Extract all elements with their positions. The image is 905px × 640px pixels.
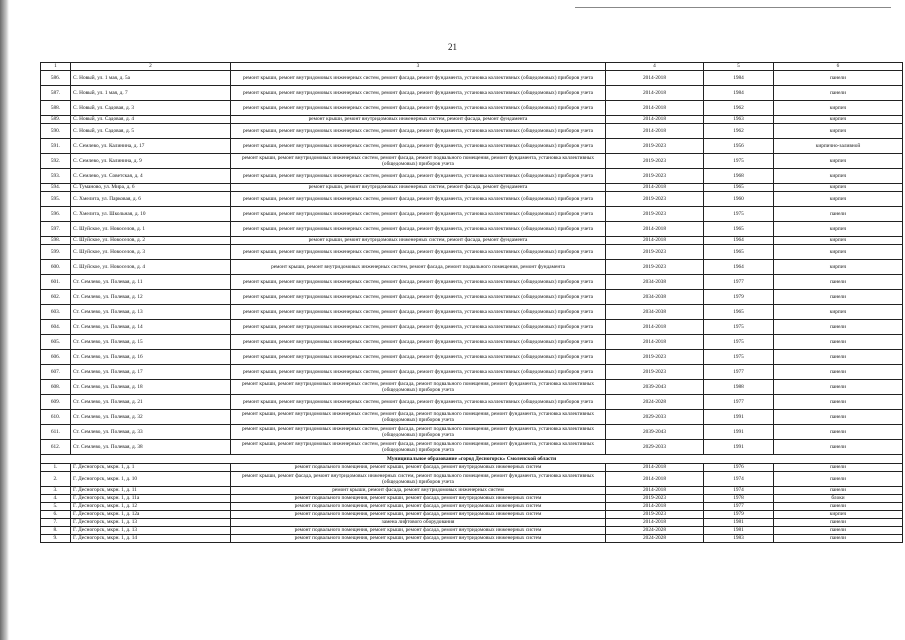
row-number: 606.	[41, 350, 71, 365]
row-number: 1.	[41, 464, 71, 472]
year-cell: 1964	[704, 260, 774, 275]
works-cell: ремонт подвального помещения, ремонт крыши, ремонт фасада, ремонт внутридомовых инженерных систем	[231, 527, 606, 535]
period-cell: 2019-2023	[606, 495, 704, 503]
year-cell: 1974	[704, 472, 774, 487]
row-number: 588.	[41, 101, 71, 116]
year-cell: 1968	[704, 169, 774, 184]
year-cell: 1974	[704, 487, 774, 495]
scan-top-line	[575, 7, 891, 8]
table-row	[41, 101, 903, 116]
address-cell: С. Шуйское, ул. Новоселов, д. 3	[71, 245, 231, 260]
wall-material-cell: панели	[774, 86, 903, 101]
wall-material-cell: кирпич	[774, 237, 903, 245]
table-row	[41, 395, 903, 410]
row-number: 590.	[41, 124, 71, 139]
table-row	[41, 410, 903, 425]
address-cell: Г. Десногорск, мкрн. 1, д. 13	[71, 527, 231, 535]
wall-material-cell: кирпич	[774, 116, 903, 124]
table-row	[41, 425, 903, 440]
table-row	[41, 320, 903, 335]
row-number: 594.	[41, 184, 71, 192]
table-row	[41, 237, 903, 245]
row-number: 605.	[41, 335, 71, 350]
row-number: 602.	[41, 290, 71, 305]
wall-material-cell: панели	[774, 71, 903, 86]
repair-program-table	[40, 62, 903, 543]
wall-material-cell: панели	[774, 472, 903, 487]
row-number: 598.	[41, 237, 71, 245]
period-cell: 2014-2018	[606, 503, 704, 511]
row-number: 8.	[41, 527, 71, 535]
row-number: 603.	[41, 305, 71, 320]
period-cell: 2019-2023	[606, 207, 704, 222]
works-cell: ремонт крыши, ремонт внутридомовых инженерных систем, ремонт фасада, ремонт фундамента, установка коллективных (общедомовых) приборов учета	[231, 192, 606, 207]
wall-material-cell: блоки	[774, 495, 903, 503]
wall-material-cell: кирпич	[774, 192, 903, 207]
table-row	[41, 503, 903, 511]
year-cell: 1978	[704, 495, 774, 503]
works-cell: ремонт подвального помещения, ремонт крыши, ремонт фасада, ремонт внутридомовых инженерных систем	[231, 503, 606, 511]
address-cell: С. Хмелита, ул. Школьная, д. 10	[71, 207, 231, 222]
works-cell: ремонт крыши, ремонт фасада, ремонт внутридомовых инженерных систем, ремонт подвального помещения, ремонт фундамента, установка коллективных (общедомовых) приборов учета	[231, 472, 606, 487]
row-number: 600.	[41, 260, 71, 275]
period-cell: 2029-2033	[606, 410, 704, 425]
wall-material-cell: кирпич	[774, 245, 903, 260]
address-cell: Г. Десногорск, мкрн. 1, д. 12а	[71, 511, 231, 519]
address-cell: С. Хмелита, ул. Парковая, д. 6	[71, 192, 231, 207]
row-number: 5.	[41, 503, 71, 511]
table-row	[41, 472, 903, 487]
table-row	[41, 222, 903, 237]
address-cell: С. Шуйское, ул. Новоселов, д. 4	[71, 260, 231, 275]
period-cell: 2014-2018	[606, 237, 704, 245]
wall-material-cell: панели	[774, 410, 903, 425]
period-cell: 2019-2023	[606, 139, 704, 154]
wall-material-cell: панели	[774, 365, 903, 380]
row-number: 611.	[41, 425, 71, 440]
works-cell: ремонт крыши, ремонт внутридомовых инженерных систем, ремонт фасада, ремонт фундамента, установка коллективных (общедомовых) приборов учета	[231, 320, 606, 335]
year-cell: 1977	[704, 395, 774, 410]
wall-material-cell: панели	[774, 535, 903, 543]
table-row	[41, 535, 903, 543]
row-number: 612.	[41, 440, 71, 455]
table-row	[41, 86, 903, 101]
wall-material-cell: панели	[774, 425, 903, 440]
works-cell: ремонт крыши, ремонт внутридомовых инженерных систем, ремонт фасада, ремонт фундамента, установка коллективных (общедомовых) приборов учета	[231, 207, 606, 222]
address-cell: С. Семлево, ул. Калинина, д. 17	[71, 139, 231, 154]
address-cell: Ст. Семлево, ул. Полевая, д. 32	[71, 410, 231, 425]
address-cell: С. Новый, ул. 1 мая, д. 7	[71, 86, 231, 101]
address-cell: Ст. Семлево, ул. Полевая, д. 11	[71, 275, 231, 290]
address-cell: С. Новый, ул. Садовая, д. 5	[71, 124, 231, 139]
period-cell: 2024-2028	[606, 535, 704, 543]
year-cell: 1965	[704, 222, 774, 237]
address-cell: Ст. Семлево, ул. Полевая, д. 33	[71, 425, 231, 440]
works-cell: ремонт крыши, ремонт внутридомовых инженерных систем, ремонт фасада, ремонт фундамента, установка коллективных (общедомовых) приборов учета	[231, 335, 606, 350]
works-cell: ремонт крыши, ремонт внутридомовых инженерных систем, ремонт фасада, ремонт подвального помещения, ремонт фундамента	[231, 260, 606, 275]
works-cell: ремонт крыши, ремонт внутридомовых инженерных систем, ремонт фасада, ремонт подвального помещения, ремонт фундамента, установка коллективных (общедомовых) приборов учета	[231, 154, 606, 169]
period-cell: 2019-2023	[606, 245, 704, 260]
year-cell: 1991	[704, 410, 774, 425]
address-cell: Ст. Семлево, ул. Полевая, д. 14	[71, 320, 231, 335]
address-cell: С. Новый, ул. Садовая, д. 4	[71, 116, 231, 124]
table-row	[41, 154, 903, 169]
header-cell: 5	[704, 63, 774, 71]
header-cell: 2	[71, 63, 231, 71]
year-cell: 1962	[704, 101, 774, 116]
wall-material-cell: панели	[774, 290, 903, 305]
address-cell: С. Семлево, ул. Калинина, д. 9	[71, 154, 231, 169]
period-cell: 2019-2023	[606, 350, 704, 365]
table-row	[41, 260, 903, 275]
period-cell: 2039-2043	[606, 425, 704, 440]
period-cell: 2014-2018	[606, 184, 704, 192]
period-cell: 2034-2038	[606, 275, 704, 290]
period-cell: 2019-2023	[606, 260, 704, 275]
address-cell: Ст. Семлево, ул. Полевая, д. 18	[71, 380, 231, 395]
year-cell: 1981	[704, 519, 774, 527]
year-cell: 1984	[704, 71, 774, 86]
wall-material-cell: панели	[774, 380, 903, 395]
table-header-row	[41, 63, 903, 71]
works-cell: ремонт крыши, ремонт внутридомовых инженерных систем, ремонт фасада, ремонт подвального помещения, ремонт фундамента, установка коллективных (общедомовых) приборов учета	[231, 380, 606, 395]
period-cell: 2014-2018	[606, 335, 704, 350]
works-cell: ремонт подвального помещения, ремонт крыши, ремонт фасада, ремонт внутридомовых инженерных систем	[231, 511, 606, 519]
table-row	[41, 519, 903, 527]
wall-material-cell: панели	[774, 527, 903, 535]
period-cell: 2029-2033	[606, 440, 704, 455]
wall-material-cell: панели	[774, 320, 903, 335]
wall-material-cell: панели	[774, 440, 903, 455]
address-cell: С. Шуйское, ул. Новоселов, д. 1	[71, 222, 231, 237]
works-cell: ремонт крыши, ремонт внутридомовых инженерных систем, ремонт фасада, ремонт фундамента, установка коллективных (общедомовых) приборов учета	[231, 290, 606, 305]
works-cell: ремонт крыши, ремонт внутридомовых инженерных систем, ремонт фасада, ремонт фундамента, установка коллективных (общедомовых) приборов учета	[231, 169, 606, 184]
table-row	[41, 124, 903, 139]
period-cell: 2019-2023	[606, 169, 704, 184]
year-cell: 1979	[704, 290, 774, 305]
wall-material-cell: панели	[774, 207, 903, 222]
page-number: 21	[448, 42, 457, 52]
period-cell: 2024-2028	[606, 527, 704, 535]
table-row	[41, 169, 903, 184]
works-cell: ремонт крыши, ремонт внутридомовых инженерных систем, ремонт фасада, ремонт фундамента, установка коллективных (общедомовых) приборов учета	[231, 395, 606, 410]
period-cell: 2014-2018	[606, 320, 704, 335]
row-number: 609.	[41, 395, 71, 410]
table-row	[41, 365, 903, 380]
row-number: 593.	[41, 169, 71, 184]
wall-material-cell: кирпич	[774, 169, 903, 184]
year-cell: 1988	[704, 380, 774, 395]
row-number: 597.	[41, 222, 71, 237]
year-cell: 1962	[704, 124, 774, 139]
works-cell: ремонт крыши, ремонт внутридомовых инженерных систем, ремонт фасада, ремонт фундамента, установка коллективных (общедомовых) приборов учета	[231, 139, 606, 154]
address-cell: Г. Десногорск, мкрн. 1, д. 10	[71, 472, 231, 487]
row-number: 591.	[41, 139, 71, 154]
period-cell: 2039-2043	[606, 380, 704, 395]
period-cell: 2014-2018	[606, 116, 704, 124]
table-row	[41, 275, 903, 290]
address-cell: Ст. Семлево, ул. Полевая, д. 38	[71, 440, 231, 455]
works-cell: ремонт крыши, ремонт внутридомовых инженерных систем, ремонт фасада, ремонт фундамента	[231, 116, 606, 124]
works-cell: ремонт крыши, ремонт внутридомовых инженерных систем, ремонт фасада, ремонт фундамента, установка коллективных (общедомовых) приборов учета	[231, 365, 606, 380]
table-row	[41, 245, 903, 260]
wall-material-cell: кирпич	[774, 154, 903, 169]
period-cell: 2014-2018	[606, 101, 704, 116]
table-row	[41, 184, 903, 192]
year-cell: 1977	[704, 503, 774, 511]
works-cell: ремонт крыши, ремонт внутридомовых инженерных систем, ремонт фасада, ремонт фундамента, установка коллективных (общедомовых) приборов учета	[231, 71, 606, 86]
address-cell: Ст. Семлево, ул. Полевая, д. 12	[71, 290, 231, 305]
year-cell: 1977	[704, 365, 774, 380]
year-cell: 1991	[704, 440, 774, 455]
wall-material-cell: панели	[774, 275, 903, 290]
period-cell: 2014-2018	[606, 86, 704, 101]
table-row	[41, 71, 903, 86]
period-cell: 2014-2018	[606, 222, 704, 237]
period-cell: 2014-2018	[606, 71, 704, 86]
row-number: 604.	[41, 320, 71, 335]
address-cell: С. Шуйское, ул. Новоселов, д. 2	[71, 237, 231, 245]
wall-material-cell: панели	[774, 350, 903, 365]
table-row	[41, 139, 903, 154]
table-row	[41, 305, 903, 320]
row-number: 587.	[41, 86, 71, 101]
address-cell: Ст. Семлево, ул. Полевая, д. 16	[71, 350, 231, 365]
row-number: 9.	[41, 535, 71, 543]
table-row	[41, 116, 903, 124]
wall-material-cell: кирпич	[774, 124, 903, 139]
table-row	[41, 335, 903, 350]
year-cell: 1956	[704, 139, 774, 154]
table-row	[41, 440, 903, 455]
header-cell: 6	[774, 63, 903, 71]
year-cell: 1965	[704, 184, 774, 192]
wall-material-cell: панели	[774, 395, 903, 410]
period-cell: 2014-2018	[606, 464, 704, 472]
works-cell: ремонт крыши, ремонт внутридомовых инженерных систем, ремонт фасада, ремонт фундамента, установка коллективных (общедомовых) приборов учета	[231, 101, 606, 116]
wall-material-cell: кирпич	[774, 101, 903, 116]
works-cell: ремонт крыши, ремонт внутридомовых инженерных систем, ремонт фасада, ремонт фундамента, установка коллективных (общедомовых) приборов учета	[231, 245, 606, 260]
address-cell: Г. Десногорск, мкрн. 1, д. 11	[71, 487, 231, 495]
table-row	[41, 290, 903, 305]
row-number: 607.	[41, 365, 71, 380]
row-number: 608.	[41, 380, 71, 395]
period-cell: 2014-2018	[606, 472, 704, 487]
address-cell: Г. Десногорск, мкрн. 1, д. 1	[71, 464, 231, 472]
year-cell: 1960	[704, 192, 774, 207]
row-number: 601.	[41, 275, 71, 290]
address-cell: С. Семлево, ул. Советская, д. 4	[71, 169, 231, 184]
section-title: Муниципальное образование «город Десногорск» Смоленской области	[41, 455, 903, 464]
year-cell: 1976	[704, 464, 774, 472]
row-number: 595.	[41, 192, 71, 207]
works-cell: ремонт подвального помещения, ремонт крыши, ремонт фасада, ремонт внутридомовых инженерных систем	[231, 535, 606, 543]
period-cell: 2019-2023	[606, 511, 704, 519]
year-cell: 1965	[704, 245, 774, 260]
year-cell: 1965	[704, 305, 774, 320]
wall-material-cell: кирпич	[774, 305, 903, 320]
header-cell: 1	[41, 63, 71, 71]
table-row	[41, 495, 903, 503]
address-cell: Г. Десногорск, мкрн. 1, д. 13	[71, 519, 231, 527]
period-cell: 2019-2023	[606, 154, 704, 169]
works-cell: ремонт крыши, ремонт фасада, ремонт внутридомовых инженерных систем	[231, 487, 606, 495]
year-cell: 1979	[704, 511, 774, 519]
works-cell: ремонт подвального помещения, ремонт крыши, ремонт фасада, ремонт внутридомовых инженерных систем	[231, 464, 606, 472]
works-cell: ремонт крыши, ремонт внутридомовых инженерных систем, ремонт фасада, ремонт фундамента, установка коллективных (общедомовых) приборов учета	[231, 305, 606, 320]
period-cell: 2019-2023	[606, 192, 704, 207]
table-row	[41, 527, 903, 535]
table-row	[41, 511, 903, 519]
year-cell: 1975	[704, 320, 774, 335]
works-cell: замена лифтового оборудования	[231, 519, 606, 527]
works-cell: ремонт крыши, ремонт внутридомовых инженерных систем, ремонт фасада, ремонт фундамента, установка коллективных (общедомовых) приборов учета	[231, 275, 606, 290]
wall-material-cell: кирпич	[774, 222, 903, 237]
year-cell: 1984	[704, 86, 774, 101]
wall-material-cell: кирпич	[774, 260, 903, 275]
works-cell: ремонт крыши, ремонт внутридомовых инженерных систем, ремонт фасада, ремонт фундамента, установка коллективных (общедомовых) приборов учета	[231, 222, 606, 237]
address-cell: Ст. Семлево, ул. Полевая, д. 13	[71, 305, 231, 320]
address-cell: С. Тумановo, ул. Мира, д. 6	[71, 184, 231, 192]
row-number: 3.	[41, 487, 71, 495]
year-cell: 1975	[704, 207, 774, 222]
year-cell: 1975	[704, 350, 774, 365]
table-row	[41, 192, 903, 207]
table-row	[41, 207, 903, 222]
address-cell: Ст. Семлево, ул. Полевая, д. 21	[71, 395, 231, 410]
address-cell: Г. Десногорск, мкрн. 1, д. 12	[71, 503, 231, 511]
period-cell: 2014-2018	[606, 487, 704, 495]
works-cell: ремонт крыши, ремонт внутридомовых инженерных систем, ремонт фасада, ремонт фундамента	[231, 237, 606, 245]
period-cell: 2014-2018	[606, 124, 704, 139]
works-cell: ремонт крыши, ремонт внутридомовых инженерных систем, ремонт фасада, ремонт подвального помещения, ремонт фундамента, установка коллективных (общедомовых) приборов учета	[231, 440, 606, 455]
address-cell: С. Новый, ул. Садовая, д. 3	[71, 101, 231, 116]
period-cell: 2034-2038	[606, 305, 704, 320]
works-cell: ремонт крыши, ремонт внутридомовых инженерных систем, ремонт фасада, ремонт подвального помещения, ремонт фундамента, установка коллективных (общедомовых) приборов учета	[231, 425, 606, 440]
wall-material-cell: кирпич	[774, 511, 903, 519]
address-cell: С. Новый, ул. 1 мая, д. 5а	[71, 71, 231, 86]
year-cell: 1964	[704, 237, 774, 245]
wall-material-cell: панели	[774, 335, 903, 350]
address-cell: Г. Десногорск, мкрн. 1, д. 14	[71, 535, 231, 543]
wall-material-cell: панели	[774, 519, 903, 527]
works-cell: ремонт крыши, ремонт внутридомовых инженерных систем, ремонт фасада, ремонт фундамента, установка коллективных (общедомовых) приборов учета	[231, 124, 606, 139]
row-number: 589.	[41, 116, 71, 124]
scan-edge-shadow	[0, 0, 9, 640]
wall-material-cell: панели	[774, 487, 903, 495]
table-row	[41, 350, 903, 365]
period-cell: 2014-2018	[606, 519, 704, 527]
header-cell: 3	[231, 63, 606, 71]
wall-material-cell: кирпич	[774, 184, 903, 192]
year-cell: 1963	[704, 116, 774, 124]
row-number: 6.	[41, 511, 71, 519]
row-number: 4.	[41, 495, 71, 503]
table-row	[41, 380, 903, 395]
wall-material-cell: панели	[774, 503, 903, 511]
header-cell: 4	[606, 63, 704, 71]
address-cell: Ст. Семлево, ул. Полевая, д. 15	[71, 335, 231, 350]
year-cell: 1975	[704, 335, 774, 350]
row-number: 596.	[41, 207, 71, 222]
year-cell: 1981	[704, 527, 774, 535]
wall-material-cell: кирпично-заливной	[774, 139, 903, 154]
table-row	[41, 464, 903, 472]
period-cell: 2019-2023	[606, 365, 704, 380]
table-row	[41, 487, 903, 495]
address-cell: Ст. Семлево, ул. Полевая, д. 17	[71, 365, 231, 380]
row-number: 610.	[41, 410, 71, 425]
table-body	[41, 63, 903, 543]
works-cell: ремонт крыши, ремонт внутридомовых инженерных систем, ремонт фасада, ремонт фундамента, установка коллективных (общедомовых) приборов учета	[231, 86, 606, 101]
section-row	[41, 455, 903, 464]
year-cell: 1991	[704, 425, 774, 440]
year-cell: 1975	[704, 154, 774, 169]
works-cell: ремонт крыши, ремонт внутридомовых инженерных систем, ремонт фасада, ремонт фундамента, установка коллективных (общедомовых) приборов учета	[231, 350, 606, 365]
works-cell: ремонт подвального помещения, ремонт крыши, ремонт фасада, ремонт внутридомовых инженерных систем	[231, 495, 606, 503]
wall-material-cell: панели	[774, 464, 903, 472]
year-cell: 1977	[704, 275, 774, 290]
row-number: 2.	[41, 472, 71, 487]
works-cell: ремонт крыши, ремонт внутридомовых инженерных систем, ремонт фасада, ремонт фундамента	[231, 184, 606, 192]
works-cell: ремонт крыши, ремонт внутридомовых инженерных систем, ремонт фасада, ремонт подвального помещения, ремонт фундамента, установка коллективных (общедомовых) приборов учета	[231, 410, 606, 425]
address-cell: Г. Десногорск, мкрн. 1, д. 11а	[71, 495, 231, 503]
row-number: 586.	[41, 71, 71, 86]
period-cell: 2024-2028	[606, 395, 704, 410]
period-cell: 2034-2038	[606, 290, 704, 305]
year-cell: 1983	[704, 535, 774, 543]
row-number: 599.	[41, 245, 71, 260]
row-number: 7.	[41, 519, 71, 527]
row-number: 592.	[41, 154, 71, 169]
